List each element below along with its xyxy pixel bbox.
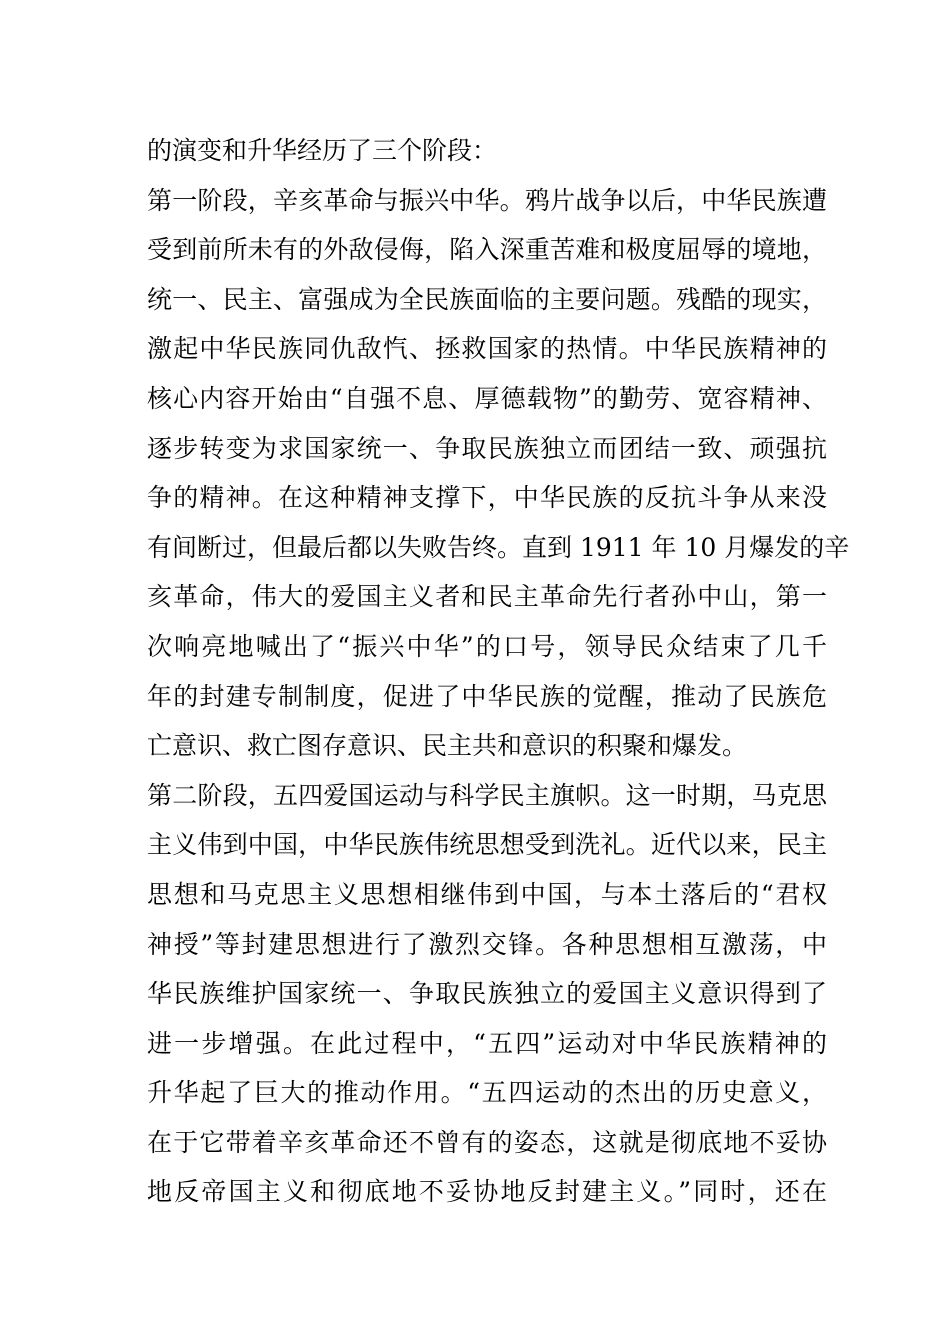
text-line: 第二阶段，五四爱国运动与科学民主旗帜。这一时期，马克思: [147, 780, 827, 810]
text-line: 亥革命，伟大的爱国主义者和民主革命先行者孙中山，第一: [147, 582, 827, 612]
text-line: 的演变和升华经历了三个阶段：: [147, 136, 498, 165]
text-line: 次响亮地喊出了“振兴中华”的口号，领导民众结束了几千: [147, 631, 827, 661]
text-line: 华民族维护国家统一、争取民族独立的爱国主义意识得到了: [147, 979, 827, 1009]
text-line: 亡意识、救亡图存意识、民主共和意识的积聚和爆发。: [147, 731, 748, 761]
text-line: 第一阶段，辛亥革命与振兴中华。鸦片战争以后，中华民族遭: [147, 185, 827, 215]
text-line: 地反帝国主义和彻底地不妥协地反封建主义。”同时，还在: [147, 1177, 827, 1207]
text-line: 统一、民主、富强成为全民族面临的主要问题。残酷的现实，: [147, 284, 827, 314]
text-line: 争的精神。在这种精神支撑下，中华民族的反抗斗争从来没: [147, 483, 827, 513]
text-line: 进一步增强。在此过程中，“五四”运动对中华民族精神的: [147, 1028, 827, 1058]
text-line: 主义伟到中国，中华民族伟统思想受到洗礼。近代以来，民主: [147, 830, 827, 860]
body-text: [147, 126, 850, 1217]
text-line: 逐步转变为求国家统一、争取民族独立而团结一致、顽强抗: [147, 433, 827, 463]
text-line: 核心内容开始由“自强不息、厚德载物”的勤劳、宽容精神、: [147, 383, 827, 413]
text-line: 思想和马克思主义思想相继伟到中国，与本土落后的“君权: [147, 879, 827, 909]
text-line: 升华起了巨大的推动作用。“五四运动的杰出的历史意义，: [147, 1078, 827, 1108]
text-line: 神授”等封建思想进行了激烈交锋。各种思想相互激荡，中: [147, 929, 827, 959]
text-line: 激起中华民族同仇敌忾、拯救国家的热情。中华民族精神的: [147, 334, 827, 364]
text-line: 受到前所未有的外敌侵侮，陷入深重苦难和极度屈辱的境地，: [147, 235, 827, 265]
text-line: 在于它带着辛亥革命还不曾有的姿态，这就是彻底地不妥协: [147, 1127, 827, 1157]
text-line: 有间断过，但最后都以失败告终。直到 1911 年 10 月爆发的辛: [147, 532, 850, 562]
text-line: 年的封建专制制度，促进了中华民族的觉醒，推动了民族危: [147, 681, 827, 711]
